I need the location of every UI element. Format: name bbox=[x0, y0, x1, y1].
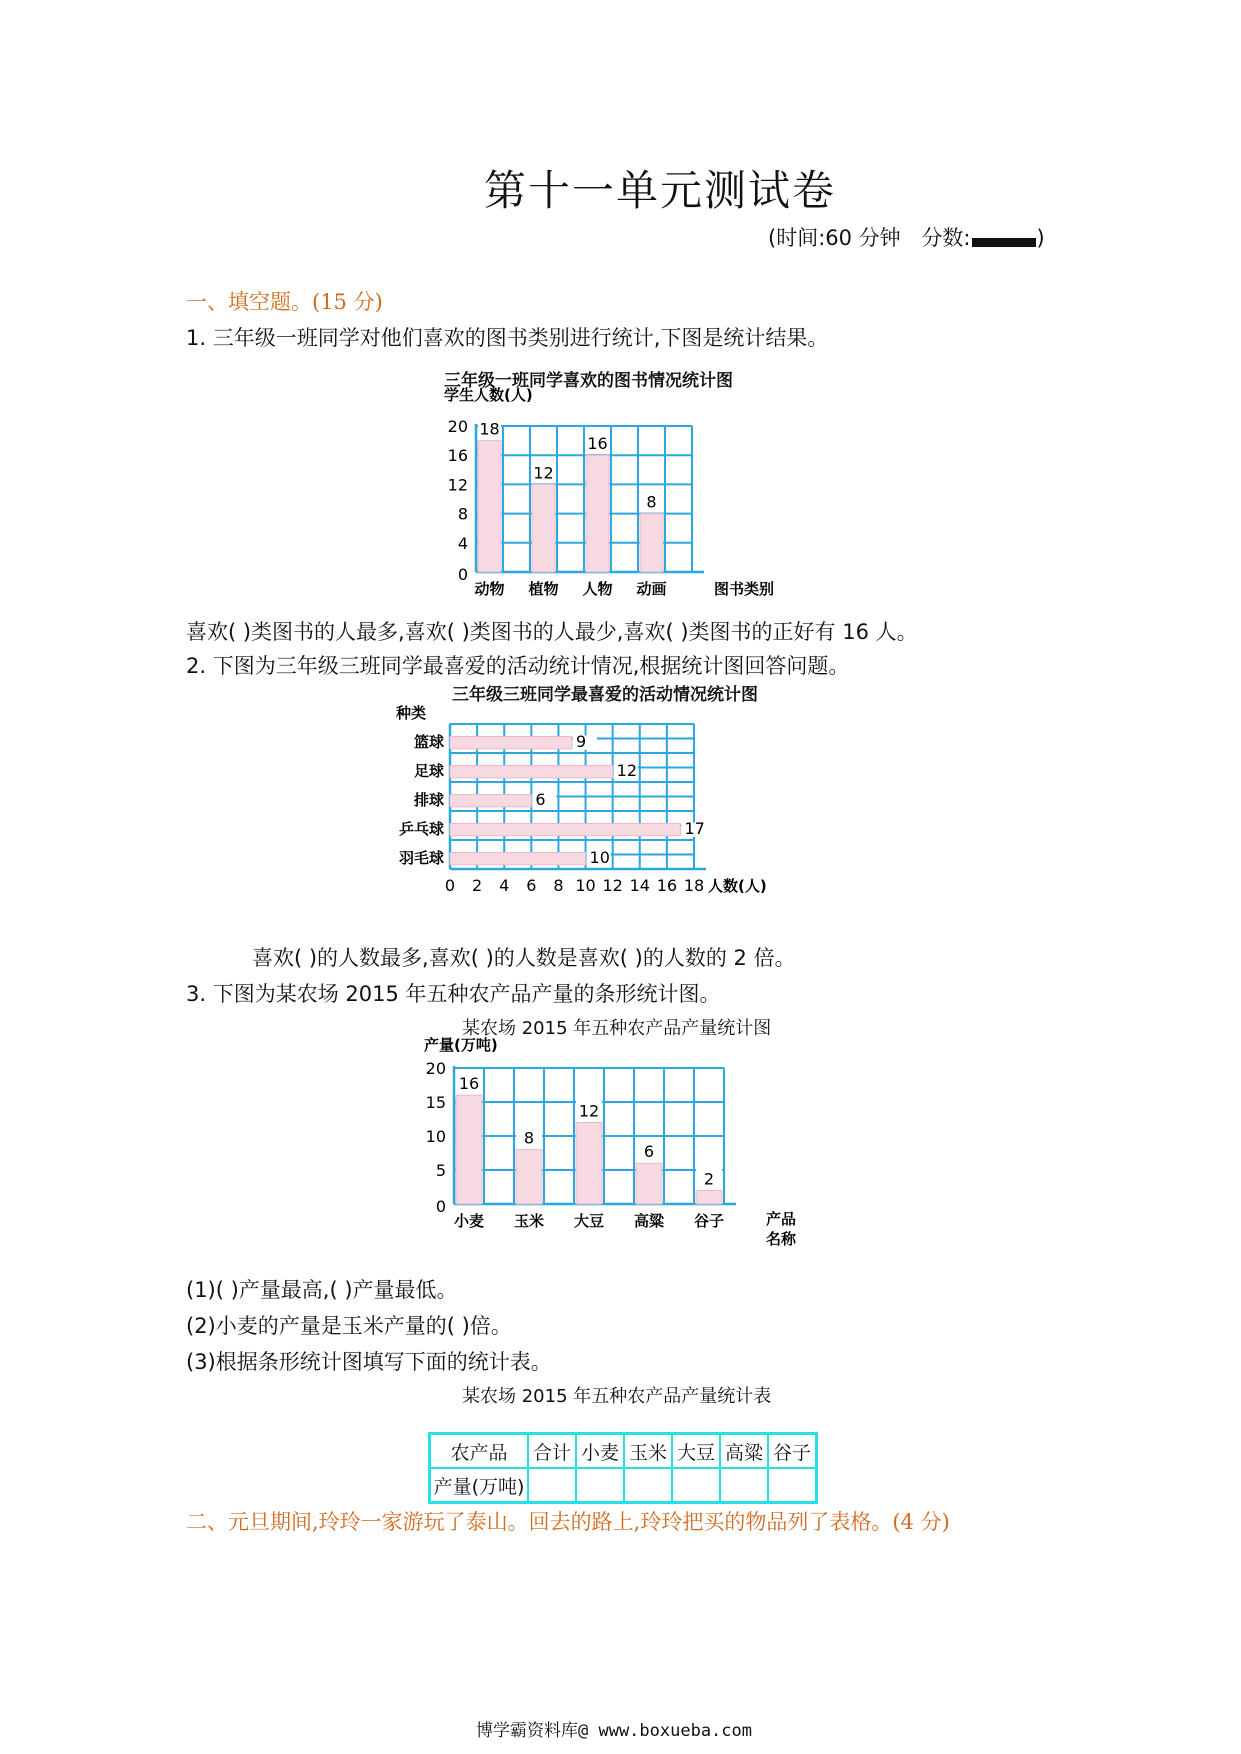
bar bbox=[450, 766, 613, 778]
data-label: 8 bbox=[523, 1128, 535, 1148]
score-close: ) bbox=[1036, 226, 1045, 250]
data-label: 2 bbox=[703, 1169, 715, 1189]
q3-sub1: (1)( )产量最高,( )产量最低。 bbox=[186, 1278, 458, 1302]
y-tick-label: 15 bbox=[425, 1093, 446, 1112]
table-row-label: 产量(万吨) bbox=[430, 1468, 529, 1503]
footer-watermark: 博学霸资料库@ www.boxueba.com bbox=[476, 1721, 752, 1741]
bar bbox=[450, 853, 586, 865]
y-axis-label: 种类 bbox=[396, 704, 427, 722]
bar bbox=[696, 1190, 722, 1204]
y-tick-label: 0 bbox=[457, 565, 468, 584]
table-answer-cell[interactable] bbox=[576, 1468, 624, 1503]
y-tick-label: 乒乓球 bbox=[398, 819, 444, 838]
x-tick-label: 16 bbox=[656, 876, 678, 895]
x-tick-label: 12 bbox=[602, 876, 623, 895]
table-header-cell: 农产品 bbox=[430, 1434, 529, 1469]
y-tick-label: 20 bbox=[425, 1059, 446, 1078]
exam-meta bbox=[768, 222, 1045, 252]
data-label: 8 bbox=[646, 492, 657, 512]
table-header-cell: 小麦 bbox=[576, 1434, 624, 1469]
data-label: 12 bbox=[616, 760, 638, 780]
x-tick-label: 小麦 bbox=[453, 1212, 485, 1230]
data-label: 6 bbox=[643, 1142, 655, 1162]
chart3-title: 某农场 2015 年五种农产品产量统计图 bbox=[462, 1018, 772, 1039]
x-tick-label: 14 bbox=[629, 876, 650, 895]
x-axis-label: 图书类别 bbox=[714, 580, 775, 596]
table-header-cell: 玉米 bbox=[624, 1434, 672, 1469]
section1-heading: 一、填空题。(15 分) bbox=[186, 290, 383, 314]
q1-text: 1. 三年级一班同学对他们喜欢的图书类别进行统计,下图是统计结果。 bbox=[186, 326, 829, 350]
x-axis-label: 产品 bbox=[766, 1210, 797, 1228]
q2-text: 2. 下图为三年级三班同学最喜爱的活动统计情况,根据统计图回答问题。 bbox=[186, 654, 850, 678]
x-tick-label: 10 bbox=[575, 876, 596, 895]
data-label: 10 bbox=[589, 847, 610, 867]
data-label: 6 bbox=[535, 789, 546, 809]
bar bbox=[586, 455, 609, 572]
table-header-cell: 高粱 bbox=[720, 1434, 768, 1469]
page-title: 第十一单元测试卷 bbox=[484, 166, 837, 215]
table-answer-cell[interactable] bbox=[768, 1468, 817, 1503]
chart2-activities bbox=[396, 702, 856, 930]
x-tick-label: 6 bbox=[526, 876, 537, 895]
x-axis-label: 名称 bbox=[766, 1230, 797, 1248]
y-axis-label: 产量(万吨) bbox=[424, 1036, 498, 1054]
score-label: 分数: bbox=[921, 226, 971, 250]
bar bbox=[576, 1122, 602, 1204]
table-answer-cell[interactable] bbox=[720, 1468, 768, 1503]
y-tick-label: 16 bbox=[447, 446, 468, 466]
x-tick-label: 0 bbox=[444, 876, 456, 895]
q3-sub3: (3)根据条形统计图填写下面的统计表。 bbox=[186, 1350, 552, 1374]
x-tick-label: 动物 bbox=[474, 580, 505, 596]
bar bbox=[478, 441, 501, 572]
data-label: 12 bbox=[533, 463, 554, 483]
table-answer-cell[interactable] bbox=[624, 1468, 672, 1503]
bar bbox=[450, 795, 531, 807]
y-tick-label: 12 bbox=[447, 475, 468, 495]
table-answer-cell[interactable] bbox=[672, 1468, 720, 1503]
chart2-title: 三年级三班同学最喜爱的活动情况统计图 bbox=[452, 685, 758, 705]
time-label: (时间:60 分钟 bbox=[768, 226, 901, 250]
table-header-row bbox=[430, 1434, 817, 1469]
q3-text: 3. 下图为某农场 2015 年五种农产品产量的条形统计图。 bbox=[186, 982, 721, 1006]
y-tick-label: 8 bbox=[457, 504, 468, 524]
chart1-title: 三年级一班同学喜欢的图书情况统计图 bbox=[444, 371, 733, 391]
data-label: 18 bbox=[479, 419, 500, 439]
data-label: 17 bbox=[684, 818, 705, 838]
y-tick-label: 0 bbox=[435, 1197, 446, 1216]
x-tick-label: 谷子 bbox=[693, 1212, 725, 1230]
table-title: 某农场 2015 年五种农产品产量统计表 bbox=[462, 1386, 772, 1407]
bar bbox=[516, 1150, 542, 1204]
bar bbox=[456, 1095, 482, 1204]
y-tick-label: 20 bbox=[447, 417, 468, 436]
table-answer-cell[interactable] bbox=[528, 1468, 576, 1503]
data-label: 16 bbox=[587, 434, 608, 454]
table-data-row bbox=[430, 1468, 817, 1503]
y-tick-label: 羽毛球 bbox=[398, 848, 444, 867]
q1-answer: 喜欢( )类图书的人最多,喜欢( )类图书的人最少,喜欢( )类图书的正好有 16 人。 bbox=[186, 620, 918, 644]
bar bbox=[640, 514, 663, 572]
y-axis-label: 学生人数(人) bbox=[444, 386, 533, 404]
bar bbox=[450, 737, 572, 749]
x-tick-label: 8 bbox=[553, 876, 564, 895]
bar bbox=[636, 1163, 662, 1204]
chart3-crops bbox=[420, 1036, 820, 1262]
data-label: 16 bbox=[458, 1074, 480, 1094]
y-tick-label: 5 bbox=[435, 1161, 446, 1180]
chart1-books bbox=[440, 386, 790, 596]
q2-answer: 喜欢( )的人数最多,喜欢( )的人数是喜欢( )的人数的 2 倍。 bbox=[252, 946, 796, 970]
y-tick-label: 足球 bbox=[413, 761, 444, 780]
section2-heading: 二、元旦期间,玲玲一家游玩了泰山。回去的路上,玲玲把买的物品列了表格。(4 分) bbox=[186, 1510, 950, 1534]
x-axis-label: 人数(人) bbox=[708, 877, 767, 895]
x-tick-label: 大豆 bbox=[573, 1212, 605, 1230]
crop-stat-table bbox=[428, 1432, 818, 1504]
data-label: 12 bbox=[578, 1101, 600, 1121]
x-tick-label: 18 bbox=[683, 876, 705, 895]
table-header-cell: 谷子 bbox=[768, 1434, 817, 1469]
q3-sub2: (2)小麦的产量是玉米产量的( )倍。 bbox=[186, 1314, 512, 1338]
score-blank[interactable] bbox=[972, 238, 1036, 247]
x-tick-label: 植物 bbox=[528, 580, 559, 596]
y-tick-label: 篮球 bbox=[413, 732, 444, 751]
x-tick-label: 玉米 bbox=[513, 1212, 545, 1230]
bar bbox=[450, 824, 680, 836]
table-header-cell: 合计 bbox=[528, 1434, 576, 1469]
x-tick-label: 动画 bbox=[636, 580, 667, 596]
bar bbox=[532, 484, 555, 572]
y-tick-label: 排球 bbox=[413, 790, 444, 809]
y-tick-label: 4 bbox=[457, 533, 468, 553]
x-tick-label: 2 bbox=[472, 876, 483, 895]
data-label: 9 bbox=[576, 731, 587, 751]
table-header-cell: 大豆 bbox=[672, 1434, 720, 1469]
x-tick-label: 高粱 bbox=[633, 1212, 665, 1230]
x-tick-label: 人物 bbox=[582, 580, 613, 596]
x-tick-label: 4 bbox=[499, 876, 510, 895]
y-tick-label: 10 bbox=[425, 1127, 446, 1146]
